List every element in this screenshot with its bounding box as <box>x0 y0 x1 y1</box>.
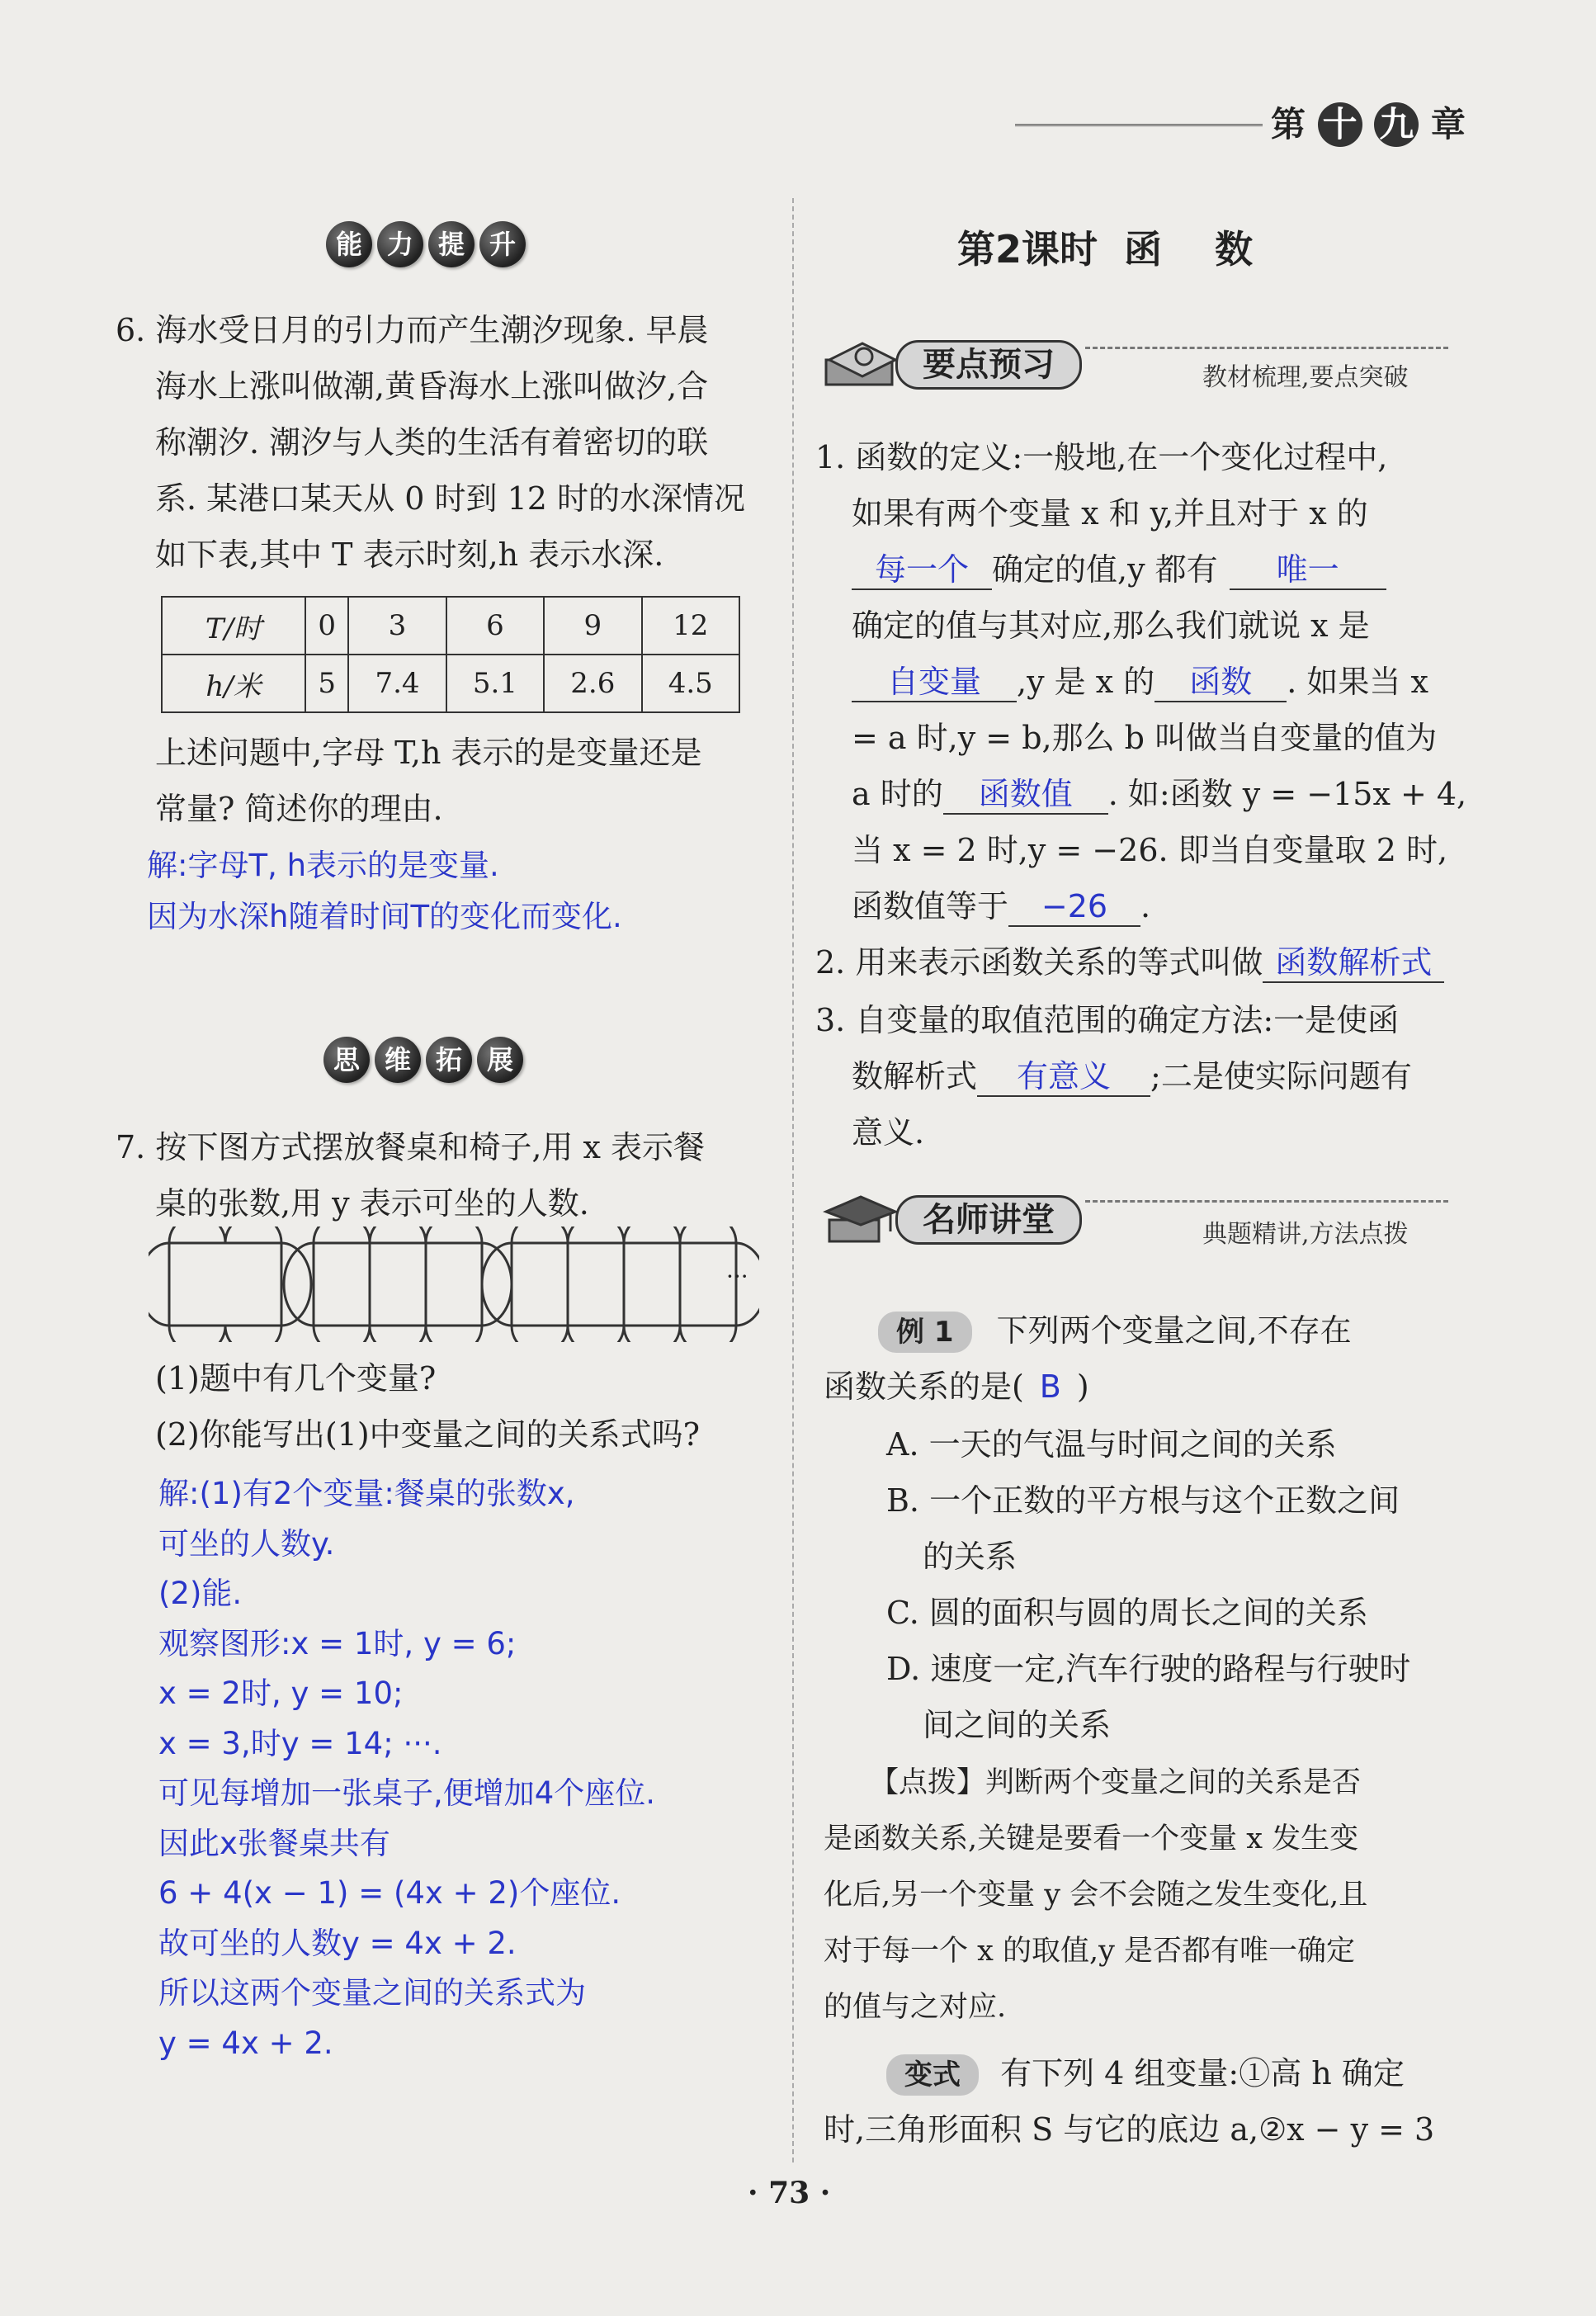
chapter-num-1: 十 <box>1318 102 1362 147</box>
option-c: C. 圆的面积与圆的周长之间的关系 <box>886 1595 1368 1631</box>
example-1-options <box>886 1416 1410 1753</box>
point-1-line <box>815 766 1466 822</box>
table-cell: h/米 <box>162 655 305 712</box>
text-span: 函数关系的是( <box>824 1368 1024 1405</box>
variant-tag: 变式 <box>886 2054 979 2096</box>
text-span: ,y 是 x 的 <box>1017 664 1155 700</box>
column-divider <box>792 198 794 2162</box>
q7-answer-line: x = 2时, y = 10; <box>158 1676 404 1711</box>
q7-answer-line: 6 + 4(x − 1) = (4x + 2)个座位. <box>158 1875 621 1911</box>
text-span: 下列两个变量之间,不存在 <box>996 1312 1352 1349</box>
option-b: B. 一个正数的平方根与这个正数之间 <box>886 1482 1400 1519</box>
text-span: . 如果当 x <box>1287 664 1428 700</box>
table-cell: 6 <box>446 597 544 655</box>
q6-line: 6. 海水受日月的引力而产生潮汐现象. 早晨 <box>116 312 709 348</box>
q6-answer-line: 解:字母T, h表示的是变量. <box>147 848 499 883</box>
q6-question-line: 上述问题中,字母 T,h 表示的是变量还是 <box>155 735 702 771</box>
tables-chairs-illustration <box>149 1227 759 1342</box>
text-span: 有下列 4 组变量:①高 h 确定 <box>1000 2055 1405 2091</box>
hint-line: 对于每一个 x 的取值,y 是否都有唯一确定 <box>824 1935 1356 1968</box>
q7-line: 7. 按下图方式摆放餐桌和椅子,用 x 表示餐 <box>116 1129 706 1165</box>
q6-line: 海水上涨叫做潮,黄昏海水上涨叫做汐,合 <box>155 368 709 404</box>
text-span: . 如:函数 y = −15x + 4, <box>1107 776 1467 812</box>
text-span: 数解析式 <box>852 1058 978 1094</box>
table-cell: 0 <box>305 597 348 655</box>
hint-line: 化后,另一个变量 y 会不会随之发生变化,且 <box>824 1879 1368 1912</box>
graduation-cap-icon <box>821 1189 900 1248</box>
q7-answer-line: 解:(1)有2个变量:餐桌的张数x, <box>158 1476 575 1511</box>
point-1 <box>815 429 1466 934</box>
point-3 <box>815 992 1412 1160</box>
option-b-cont: 的关系 <box>923 1538 1018 1575</box>
blank-answer: 每一个 <box>852 551 992 590</box>
q7-line: 桌的张数,用 y 表示可坐的人数. <box>155 1185 589 1222</box>
q6-line: 如下表,其中 T 表示时刻,h 表示水深. <box>155 536 664 573</box>
point-1-line: 如果有两个变量 x 和 y,并且对于 x 的 <box>852 495 1368 532</box>
text-span: 函数值等于 <box>852 888 1009 924</box>
table-cell: 2.6 <box>544 655 641 712</box>
q7-answer-line: (2)能. <box>158 1576 243 1611</box>
banner-char: 提 <box>428 221 475 267</box>
preview-section-header <box>821 330 1448 396</box>
table-cell: 3 <box>348 597 446 655</box>
point-3-line: 3. 自变量的取值范围的确定方法:一是使函 <box>815 1002 1400 1038</box>
text-span: ) <box>1076 1368 1089 1405</box>
preview-dash-line <box>1085 347 1448 349</box>
hint <box>824 1755 1367 2035</box>
lesson-title: 第2课时 函 数 <box>957 227 1254 272</box>
table-cell: T/时 <box>162 597 305 655</box>
q7-answer-line: y = 4x + 2. <box>158 2025 333 2061</box>
blank-answer: 唯一 <box>1230 551 1386 590</box>
example-1-line <box>824 1302 1352 1359</box>
point-1-line <box>815 541 1466 598</box>
text-span: a 时的 <box>852 776 943 812</box>
chapter-prefix: 第 <box>1271 104 1306 144</box>
teacher-note: 典题精讲,方法点拨 <box>1202 1220 1409 1249</box>
chapter-suffix: 章 <box>1430 104 1466 144</box>
blank-answer: 自变量 <box>852 663 1017 702</box>
q6-text <box>116 302 745 583</box>
point-1-line: = a 时,y = b,那么 b 叫做当自变量的值为 <box>852 720 1438 756</box>
hint-line: 【点拨】判断两个变量之间的关系是否 <box>870 1766 1362 1799</box>
example-tag: 例 1 <box>878 1312 972 1353</box>
text-span: ;二是使实际问题有 <box>1150 1058 1412 1094</box>
q7-subquestions <box>155 1350 700 1463</box>
table-cell: 5.1 <box>446 655 544 712</box>
q7-answer-line: x = 3,时y = 14; ···. <box>158 1725 442 1761</box>
variant-line: 时,三角形面积 S 与它的底边 a,②x − y = 3 <box>824 2111 1435 2148</box>
tide-table <box>161 596 740 713</box>
example-1-line <box>824 1359 1352 1415</box>
table-row <box>162 597 739 655</box>
preview-note: 教材梳理,要点突破 <box>1202 363 1409 392</box>
q7-answer-line: 可坐的人数y. <box>158 1525 335 1562</box>
q6-answer <box>147 840 622 943</box>
option-a: A. 一天的气温与时间之间的关系 <box>886 1426 1337 1463</box>
text-span: . <box>1140 888 1151 924</box>
choice-answer: B <box>1039 1368 1061 1405</box>
q7-answer-line: 因此x张餐桌共有 <box>158 1825 390 1861</box>
blank-answer: 函数解析式 <box>1263 943 1444 983</box>
teacher-dash-line <box>1085 1200 1448 1203</box>
table-group-1 <box>149 1227 311 1342</box>
point-3-line: 意义. <box>852 1114 925 1151</box>
teacher-section-header <box>821 1185 1448 1251</box>
q7-answer-line: 所以这两个变量之间的关系式为 <box>158 1975 586 2011</box>
q7-sub-1: (1)题中有几个变量? <box>155 1360 437 1397</box>
table-group-2 <box>284 1227 512 1342</box>
table-group-3 <box>482 1227 759 1342</box>
banner-char: 展 <box>477 1037 523 1083</box>
banner-char: 升 <box>479 221 526 267</box>
example-1 <box>824 1302 1352 1415</box>
table-cell: 4.5 <box>642 655 739 712</box>
hint-line: 的值与之对应. <box>824 1991 1007 2024</box>
page-number: · 73 · <box>748 2176 831 2210</box>
header-line <box>1015 124 1263 126</box>
point-3-line <box>815 1048 1412 1104</box>
option-d-cont: 间之间的关系 <box>923 1707 1112 1743</box>
q7-answer-line: 观察图形:x = 1时, y = 6; <box>158 1625 517 1661</box>
banner-char: 拓 <box>426 1037 472 1083</box>
q6-question <box>155 725 702 837</box>
chapter-num-2: 九 <box>1374 102 1419 147</box>
blank-answer: 函数值 <box>943 775 1108 815</box>
preview-title: 要点预习 <box>895 340 1082 390</box>
option-d: D. 速度一定,汽车行驶的路程与行驶时 <box>886 1651 1411 1687</box>
point-1-line: 当 x = 2 时,y = −26. 即当自变量取 2 时, <box>852 832 1448 868</box>
text-span: 确定的值,y 都有 <box>992 551 1218 588</box>
q6-line: 称潮汐. 潮汐与人类的生活有着密切的联 <box>155 424 709 461</box>
table-cell: 9 <box>544 597 641 655</box>
q7-answer-line: 可见每增加一张桌子,便增加4个座位. <box>158 1775 656 1811</box>
thinking-banner <box>323 1037 528 1083</box>
chapter-heading <box>1271 97 1466 147</box>
blank-answer: 有意义 <box>977 1057 1150 1097</box>
point-1-line: 确定的值与其对应,那么我们就说 x 是 <box>852 607 1370 644</box>
q7-answer <box>158 1469 655 2068</box>
table-row <box>162 655 739 712</box>
variant-line <box>824 2045 1434 2101</box>
blank-answer: −26 <box>1008 887 1140 927</box>
banner-char: 力 <box>377 221 423 267</box>
illustration-ellipsis: ··· <box>726 1263 748 1290</box>
point-1-line <box>815 654 1466 710</box>
point-1-line <box>815 878 1466 934</box>
ability-banner <box>326 221 531 267</box>
banner-char: 能 <box>326 221 372 267</box>
hint-line: 是函数关系,关键是要看一个变量 x 发生变 <box>824 1822 1359 1855</box>
q6-line: 系. 某港口某天从 0 时到 12 时的水深情况 <box>155 480 746 517</box>
variant <box>824 2045 1434 2158</box>
point-2 <box>815 934 1444 990</box>
banner-char: 维 <box>375 1037 421 1083</box>
q7-text <box>116 1119 705 1231</box>
point-1-line: 1. 函数的定义:一般地,在一个变化过程中, <box>815 439 1388 475</box>
table-cell: 7.4 <box>348 655 446 712</box>
q7-sub-2: (2)你能写出(1)中变量之间的关系式吗? <box>155 1416 701 1453</box>
q6-answer-line: 因为水深h随着时间T的变化而变化. <box>147 899 622 934</box>
banner-char: 思 <box>323 1037 370 1083</box>
text-span: 2. 用来表示函数关系的等式叫做 <box>815 944 1263 981</box>
table-cell: 5 <box>305 655 348 712</box>
q7-answer-line: 故可坐的人数y = 4x + 2. <box>158 1925 517 1961</box>
teacher-title: 名师讲堂 <box>895 1195 1082 1245</box>
q6-question-line: 常量? 简述你的理由. <box>155 791 443 827</box>
table-cell: 12 <box>642 597 739 655</box>
book-icon <box>821 335 900 393</box>
blank-answer: 函数 <box>1155 663 1287 702</box>
